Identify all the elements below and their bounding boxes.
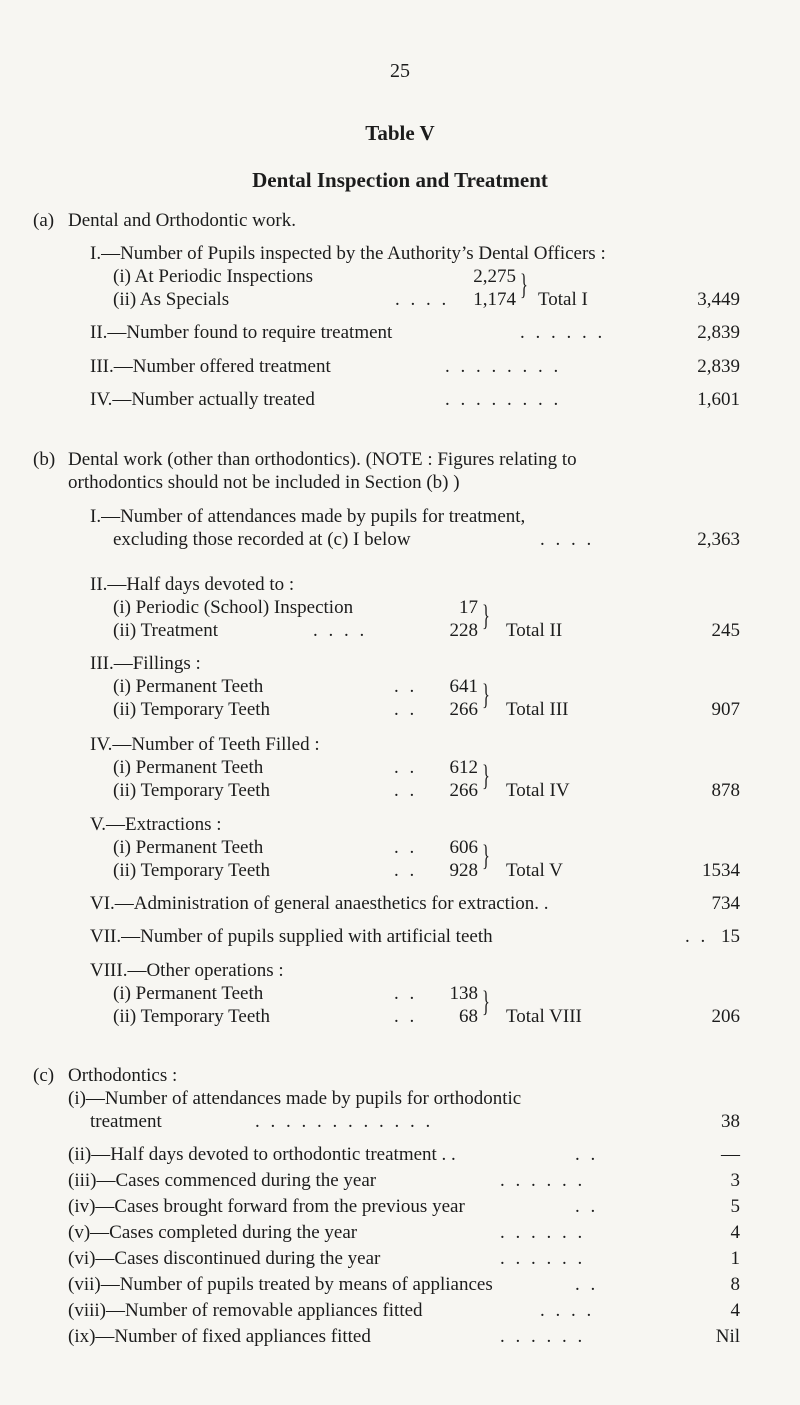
b-item-IV-total-label: Total IV (506, 780, 570, 801)
b-item-VI-value: 734 (711, 893, 740, 914)
b-item-II-total-label: Total II (506, 620, 563, 641)
c-item-text: (ix)—Number of fixed appliances fitted (68, 1326, 371, 1347)
c-item-text: (v)—Cases completed during the year (68, 1222, 358, 1243)
c-item-value: 4 (730, 1300, 740, 1321)
c-item-text: (vii)—Number of pupils treated by means of appliances (68, 1274, 493, 1295)
c-item-leader: . . . . . . (500, 1326, 586, 1347)
b-item-VII-leader: . . (685, 926, 709, 947)
b-item-VIII-sub-i-leader: . . (394, 983, 418, 1004)
b-item-IV-sub-i: (i) Permanent Teeth (113, 757, 264, 778)
c-item-leader: . . . . . . (500, 1222, 586, 1243)
b-item-VIII-brace: } (482, 985, 490, 1018)
a-item-I-sub-ii: (ii) As Specials (113, 289, 230, 310)
b-item-II-sub-i: (i) Periodic (School) Inspection (113, 597, 354, 618)
c-item-text: (vi)—Cases discontinued during the year (68, 1248, 381, 1269)
b-item-IV-sub-ii: (ii) Temporary Teeth (113, 780, 271, 801)
a-item-I-total-label: Total I (538, 289, 588, 310)
c-item-leader: . . . . (540, 1300, 595, 1321)
b-item-V-sub-i-leader: . . (394, 837, 418, 858)
b-item-VIII-sub-i-value: 138 (449, 983, 478, 1004)
b-item-I-line1: I.—Number of attendances made by pupils for treatment, (90, 506, 526, 527)
b-item-V-sub-ii: (ii) Temporary Teeth (113, 860, 271, 881)
b-item-III-brace: } (482, 678, 490, 711)
b-item-IV-sub-ii-value: 266 (449, 780, 478, 801)
c-item-leader: . . . . . . (500, 1248, 586, 1269)
a-item-III-leader: . . . . . . . . (445, 356, 562, 377)
c-item-i-line1: (i)—Number of attendances made by pupils for orthodontic (68, 1088, 522, 1109)
b-item-VIII-text: VIII.—Other operations : (90, 960, 284, 981)
b-item-IV-text: IV.—Number of Teeth Filled : (90, 734, 320, 755)
b-item-II-text: II.—Half days devoted to : (90, 574, 295, 595)
b-item-V-sub-i: (i) Permanent Teeth (113, 837, 264, 858)
c-item-leader: . . (575, 1144, 599, 1165)
b-item-II-sub-ii-value: 228 (449, 620, 478, 641)
a-item-II-value: 2,839 (697, 322, 740, 343)
b-item-VI-text: VI.—Administration of general anaesthetics for extraction. . (90, 893, 549, 914)
b-item-II-brace: } (482, 599, 490, 632)
a-item-IV-text: IV.—Number actually treated (90, 389, 315, 410)
b-item-III-sub-i-leader: . . (394, 676, 418, 697)
b-item-IV-sub-i-leader: . . (394, 757, 418, 778)
b-item-VIII-sub-ii-value: 68 (459, 1006, 478, 1027)
b-item-IV-total-value: 878 (711, 780, 740, 801)
b-item-V-sub-ii-leader: . . (394, 860, 418, 881)
b-item-IV-sub-i-value: 612 (449, 757, 478, 778)
c-item-value: 38 (721, 1111, 740, 1132)
section-c-label: (c) (33, 1065, 55, 1086)
b-item-III-sub-ii-leader: . . (394, 699, 418, 720)
b-item-V-total-label: Total V (506, 860, 563, 881)
c-item-value: 4 (730, 1222, 740, 1243)
c-item-value: — (721, 1144, 740, 1165)
a-item-IV-value: 1,601 (697, 389, 740, 410)
b-item-V-sub-i-value: 606 (449, 837, 478, 858)
c-item-value: 8 (730, 1274, 740, 1295)
c-item-text: (iv)—Cases brought forward from the previous year (68, 1196, 465, 1217)
b-item-VIII-total-value: 206 (711, 1006, 740, 1027)
c-item-leader: . . . . . . (500, 1170, 586, 1191)
c-item-value: 1 (730, 1248, 740, 1269)
a-item-II-text: II.—Number found to require treatment (90, 322, 393, 343)
b-item-V-text: V.—Extractions : (90, 814, 222, 835)
b-item-VII-value: 15 (721, 926, 740, 947)
b-item-VIII-sub-ii-leader: . . (394, 1006, 418, 1027)
section-a-heading: Dental and Orthodontic work. (68, 210, 296, 231)
c-item-leader: . . (575, 1274, 599, 1295)
c-item-value: Nil (715, 1326, 740, 1347)
a-item-I-text: I.—Number of Pupils inspected by the Authority’s Dental Officers : (90, 243, 606, 264)
b-item-II-total-value: 245 (711, 620, 740, 641)
c-item-leader: . . (575, 1196, 599, 1217)
b-item-III-text: III.—Fillings : (90, 653, 201, 674)
a-item-I-brace: } (520, 268, 528, 301)
section-b-label: (b) (33, 449, 56, 470)
b-item-VIII-sub-i: (i) Permanent Teeth (113, 983, 264, 1004)
a-item-I-sub-ii-value: 1,174 (473, 289, 516, 310)
table-title: Table V (365, 121, 435, 145)
b-item-IV-brace: } (482, 759, 490, 792)
b-item-II-sub-ii-leader: . . . . (313, 620, 368, 641)
c-item-leader: . . . . . . . . . . . . (255, 1111, 434, 1132)
b-item-I-leader: . . . . (540, 529, 595, 550)
c-item-value: 5 (730, 1196, 740, 1217)
b-item-VII-text: VII.—Number of pupils supplied with artificial teeth (90, 926, 493, 947)
b-item-I-line2: excluding those recorded at (c) I below (113, 529, 411, 550)
section-a-label: (a) (33, 210, 55, 231)
a-item-I-sub-ii-leader: . . . . (395, 289, 450, 310)
a-item-II-leader: . . . . . . (520, 322, 606, 343)
b-item-III-sub-i: (i) Permanent Teeth (113, 676, 264, 697)
table-subtitle: Dental Inspection and Treatment (252, 168, 548, 192)
a-item-I-total-value: 3,449 (697, 289, 740, 310)
page-number: 25 (390, 60, 410, 82)
b-item-III-sub-i-value: 641 (449, 676, 478, 697)
b-item-V-brace: } (482, 839, 490, 872)
c-item-value: 3 (730, 1170, 740, 1191)
b-item-V-total-value: 1534 (702, 860, 740, 881)
b-item-III-total-value: 907 (711, 699, 740, 720)
c-item-text: treatment (90, 1111, 162, 1132)
section-c-heading: Orthodontics : (68, 1065, 178, 1086)
b-item-IV-sub-ii-leader: . . (394, 780, 418, 801)
b-item-III-sub-ii: (ii) Temporary Teeth (113, 699, 271, 720)
a-item-IV-leader: . . . . . . . . (445, 389, 562, 410)
a-item-III-value: 2,839 (697, 356, 740, 377)
b-item-V-sub-ii-value: 928 (449, 860, 478, 881)
b-item-I-value: 2,363 (697, 529, 740, 550)
section-b-heading-line1: Dental work (other than orthodontics). (NOTE : Figures relating to (68, 449, 577, 470)
b-item-III-sub-ii-value: 266 (449, 699, 478, 720)
section-b-heading-line2: orthodontics should not be included in Section (b) ) (68, 472, 460, 493)
c-item-text: (viii)—Number of removable appliances fitted (68, 1300, 423, 1321)
b-item-II-sub-i-value: 17 (459, 597, 478, 618)
a-item-I-sub-i-value: 2,275 (473, 266, 516, 287)
a-item-I-sub-i: (i) At Periodic Inspections (113, 266, 313, 287)
a-item-III-text: III.—Number offered treatment (90, 356, 331, 377)
b-item-II-sub-ii: (ii) Treatment (113, 620, 219, 641)
c-item-text: (ii)—Half days devoted to orthodontic treatment . . (68, 1144, 456, 1165)
c-item-text: (iii)—Cases commenced during the year (68, 1170, 377, 1191)
b-item-VIII-total-label: Total VIII (506, 1006, 582, 1027)
b-item-VIII-sub-ii: (ii) Temporary Teeth (113, 1006, 271, 1027)
b-item-III-total-label: Total III (506, 699, 569, 720)
